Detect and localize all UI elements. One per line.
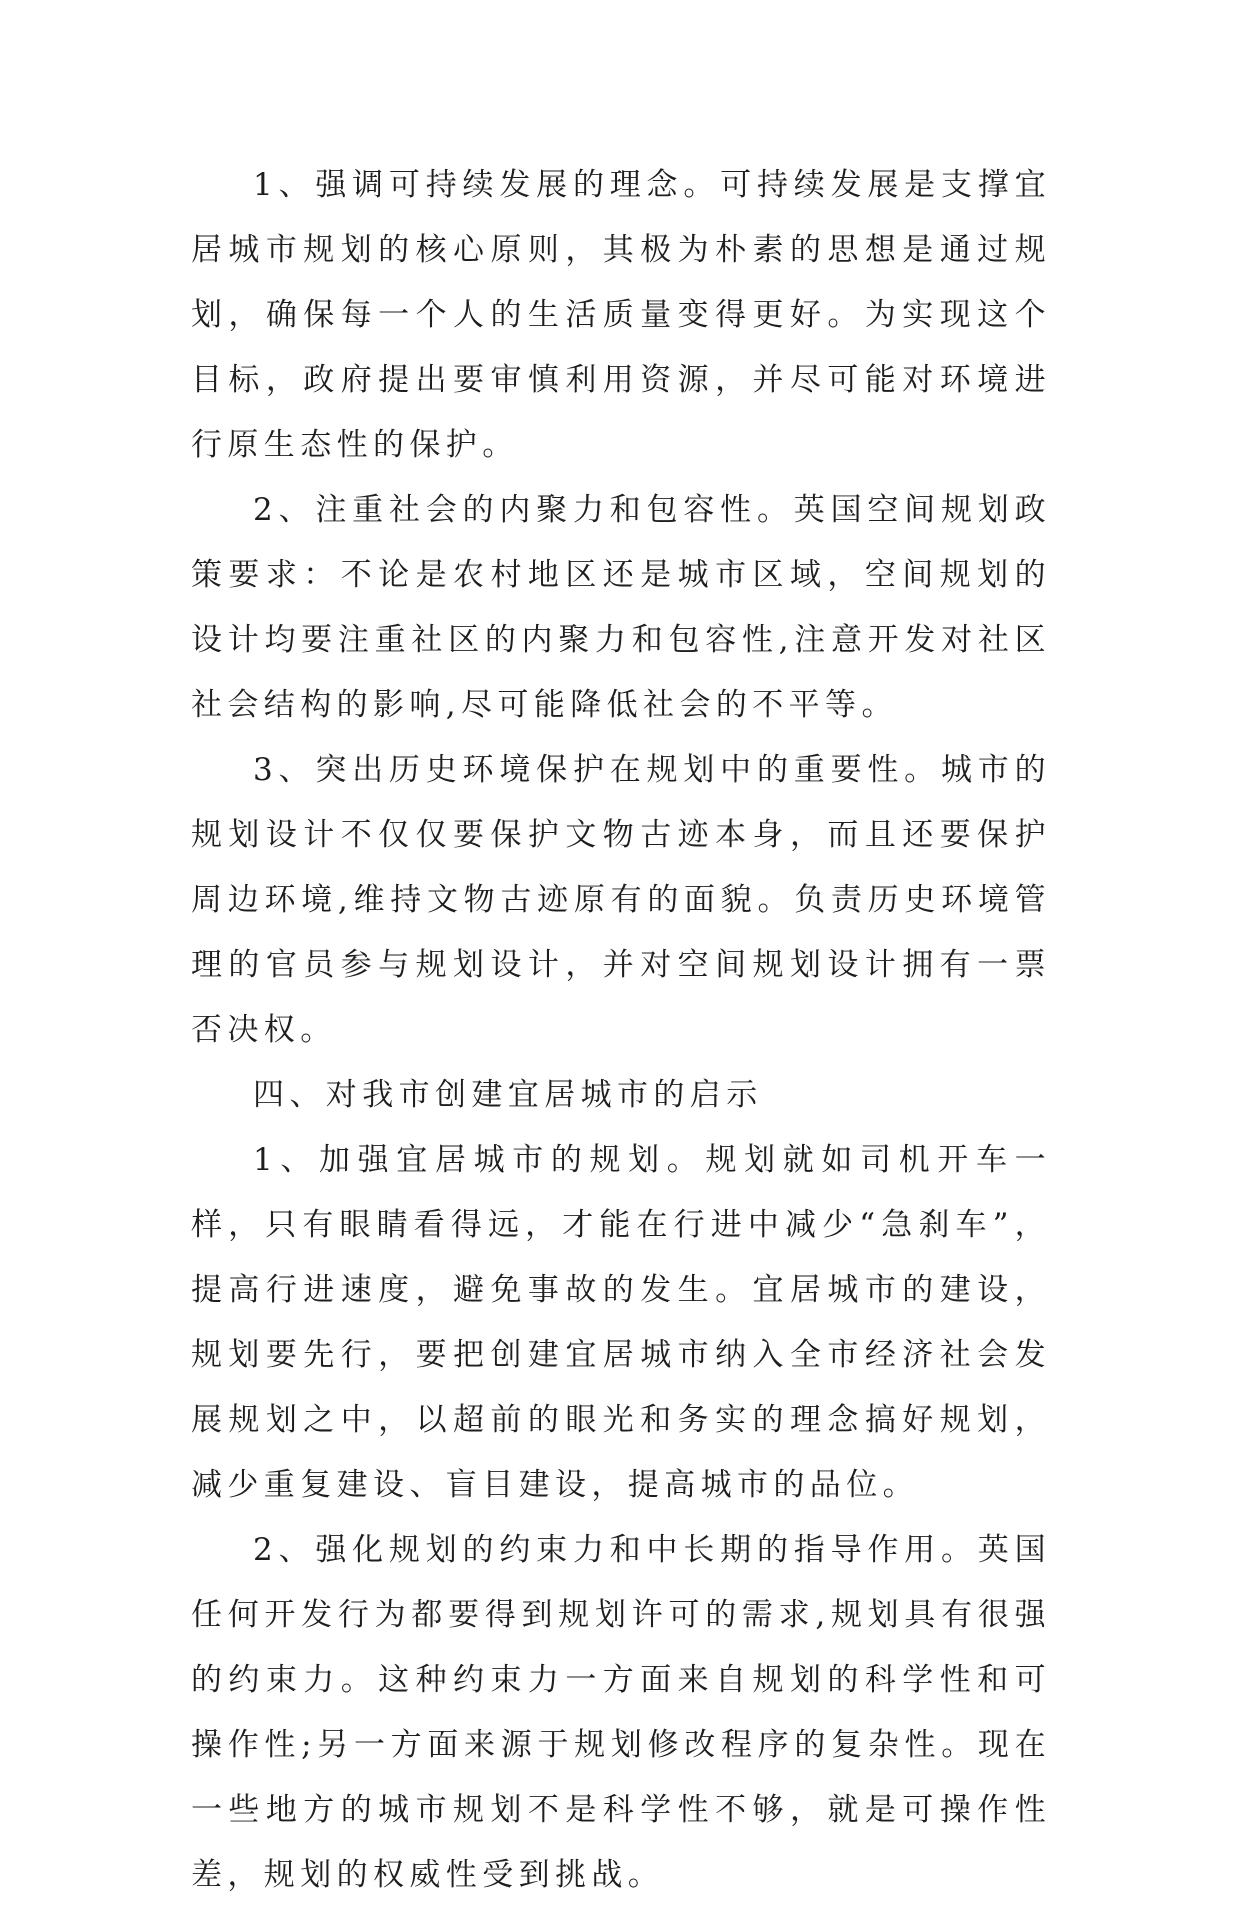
paragraph-historic-environment: 3、突出历史环境保护在规划中的重要性。城市的规划设计不仅仅要保护文物古迹本身，而且还要保护周边环境,维持文物古迹原有的面貌。负责历史环境管理的官员参与规划设计，并对空间规划设计拥有一票否决权。 bbox=[191, 752, 1051, 1048]
document-body bbox=[191, 153, 1051, 1908]
paragraph-sustainable-development: 1、强调可持续发展的理念。可持续发展是支撑宜居城市规划的核心原则，其极为朴素的思想是通过规划，确保每一个人的生活质量变得更好。为实现这个目标，政府提出要审慎利用资源，并尽可能对环境进行原生态性的保护。 bbox=[191, 167, 1051, 463]
paragraph-strengthen-planning: 1、加强宜居城市的规划。规划就如司机开车一样，只有眼睛看得远，才能在行进中减少“急刹车”，提高行进速度，避免事故的发生。宜居城市的建设，规划要先行，要把创建宜居城市纳入全市经济社会发展规划之中，以超前的眼光和务实的理念搞好规划，减少重复建设、盲目建设，提高城市的品位。 bbox=[191, 1142, 1051, 1503]
paragraph-planning-constraint: 2、强化规划的约束力和中长期的指导作用。英国任何开发行为都要得到规划许可的需求,规划具有很强的约束力。这种约束力一方面来自规划的科学性和可操作性;另一方面来源于规划修改程序的复杂性。现在一些地方的城市规划不是科学性不够，就是可操作性差，规划的权威性受到挑战。 bbox=[191, 1532, 1051, 1893]
paragraph-social-cohesion: 2、注重社会的内聚力和包容性。英国空间规划政策要求：不论是农村地区还是城市区域，空间规划的设计均要注重社区的内聚力和包容性,注意开发对社区社会结构的影响,尽可能降低社会的不平等。 bbox=[191, 492, 1051, 723]
section-heading: 四、对我市创建宜居城市的启示 bbox=[253, 1077, 763, 1113]
